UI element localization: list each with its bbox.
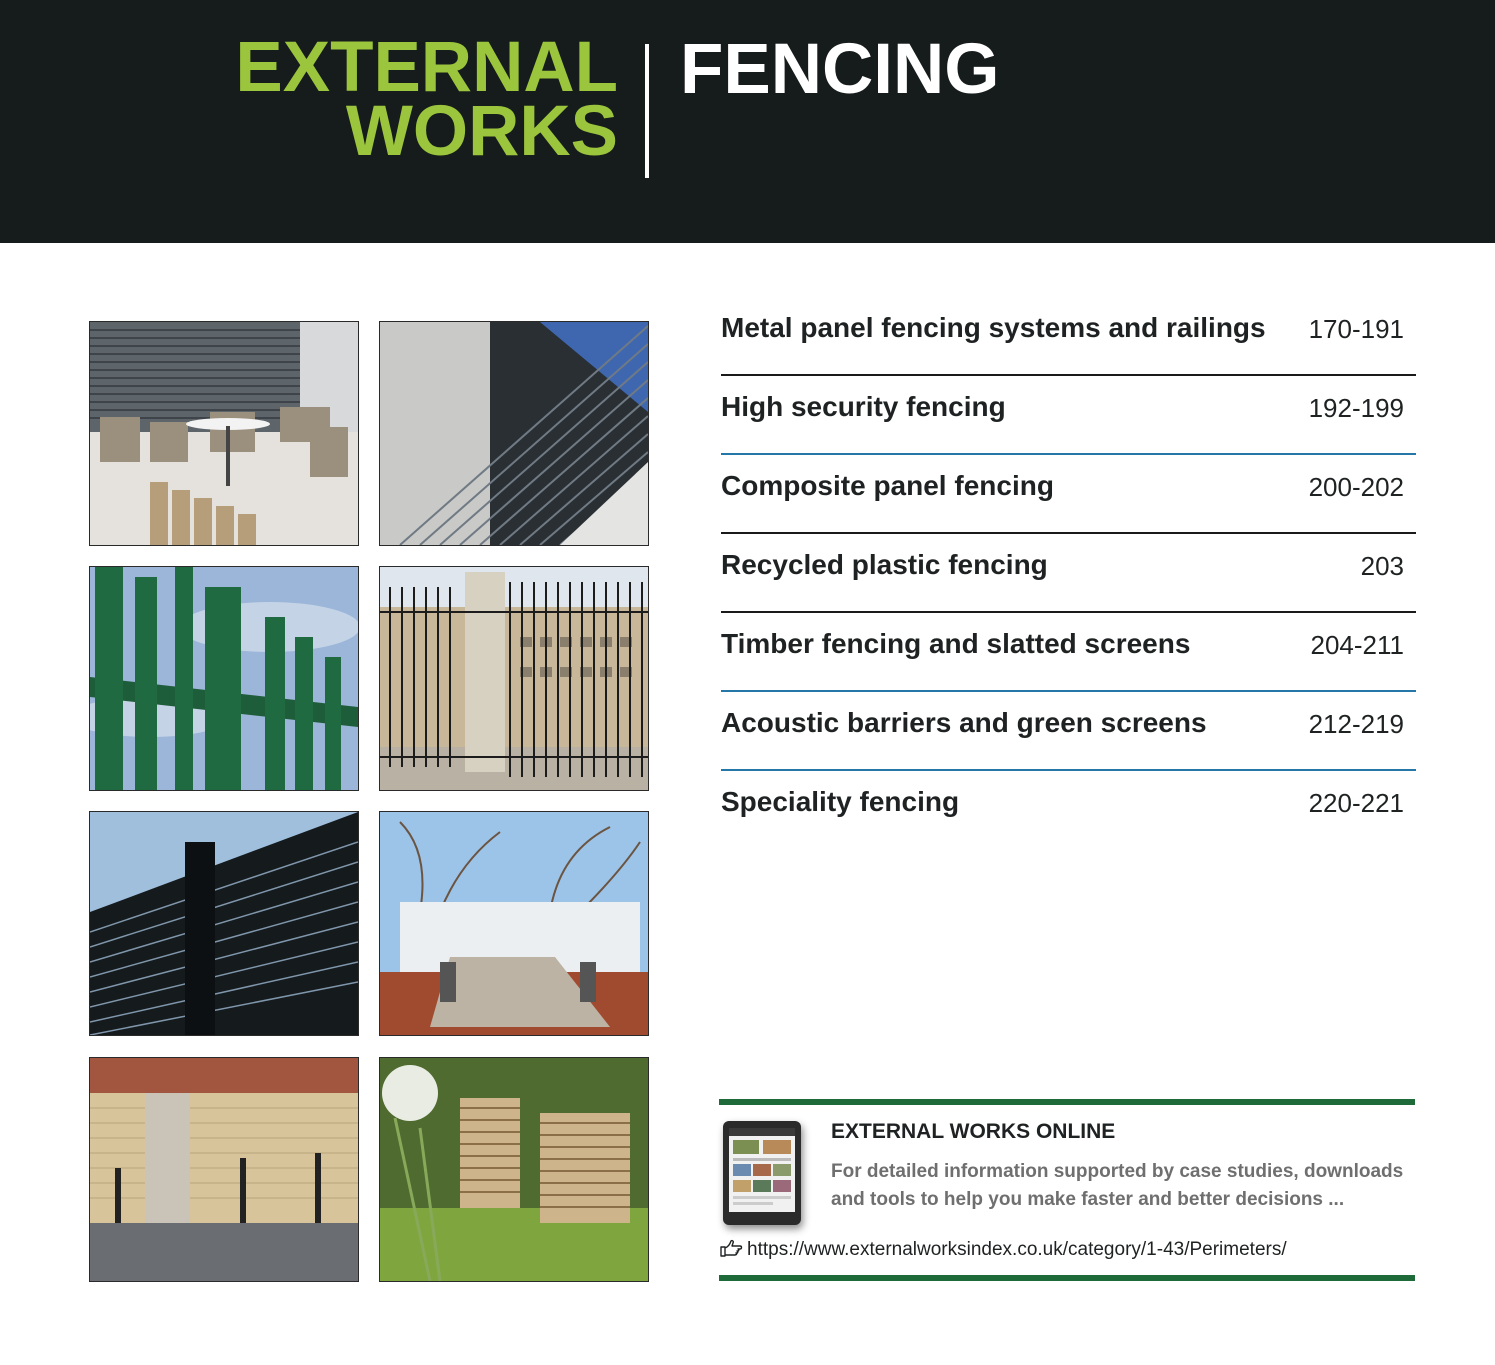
contents-item[interactable]	[721, 771, 1416, 848]
contents-item-pages: 200-202	[1308, 472, 1404, 502]
photo-railings-and-gate	[379, 566, 649, 791]
contents-item-pages: 192-199	[1308, 393, 1404, 423]
photo-building-slatted-screen	[379, 321, 649, 546]
contents-item[interactable]	[721, 692, 1416, 771]
brand-line-2: WORKS	[345, 92, 618, 171]
contents-item[interactable]	[721, 534, 1416, 613]
pointing-hand-icon	[719, 1239, 743, 1263]
contents-item-pages: 204-211	[1310, 630, 1404, 660]
section-title: FENCING	[680, 30, 1000, 109]
online-panel	[719, 1099, 1415, 1282]
photo-timber-acoustic-barrier	[89, 1057, 359, 1282]
contents-item-title: Metal panel fencing systems and railings	[721, 312, 1266, 343]
online-description: For detailed information supported by case studies, downloads and tools to help you make faster and better decisions ...	[831, 1161, 1404, 1210]
contents-item-title: Acoustic barriers and green screens	[721, 707, 1207, 738]
photo-terrace-louvre-screen	[89, 321, 359, 546]
photo-slatted-garden-screens	[379, 1057, 649, 1282]
contents-item-title: Composite panel fencing	[721, 470, 1054, 501]
photo-garden-screen-dining	[379, 811, 649, 1036]
contents-item-pages: 170-191	[1308, 314, 1404, 344]
online-title: EXTERNAL WORKS ONLINE	[831, 1120, 1116, 1143]
contents-item[interactable]	[721, 613, 1416, 692]
contents-item-title: Timber fencing and slatted screens	[721, 628, 1191, 659]
contents-item-title: Recycled plastic fencing	[721, 549, 1048, 580]
panel-bottom-rule	[719, 1275, 1415, 1281]
brand-logo	[235, 28, 618, 171]
brand-line-1: EXTERNAL	[235, 28, 618, 107]
contents-item[interactable]	[721, 455, 1416, 534]
online-link[interactable]	[719, 1239, 1287, 1263]
header-divider	[645, 44, 649, 178]
tablet-icon	[723, 1121, 801, 1225]
contents-item-title: High security fencing	[721, 391, 1006, 422]
contents-list	[721, 297, 1416, 848]
page-header	[0, 0, 1495, 243]
photo-green-palisade-fence	[89, 566, 359, 791]
contents-item-pages: 212-219	[1308, 709, 1404, 739]
photo-black-mesh-security-fence	[89, 811, 359, 1036]
contents-item-pages: 220-221	[1308, 788, 1404, 818]
online-url[interactable]: https://www.externalworksindex.co.uk/category/1-43/Perimeters/	[747, 1239, 1287, 1260]
contents-item-pages: 203	[1360, 551, 1404, 581]
contents-item[interactable]	[721, 376, 1416, 455]
contents-item[interactable]	[721, 297, 1416, 376]
contents-item-title: Speciality fencing	[721, 786, 960, 817]
panel-top-rule	[719, 1099, 1415, 1105]
